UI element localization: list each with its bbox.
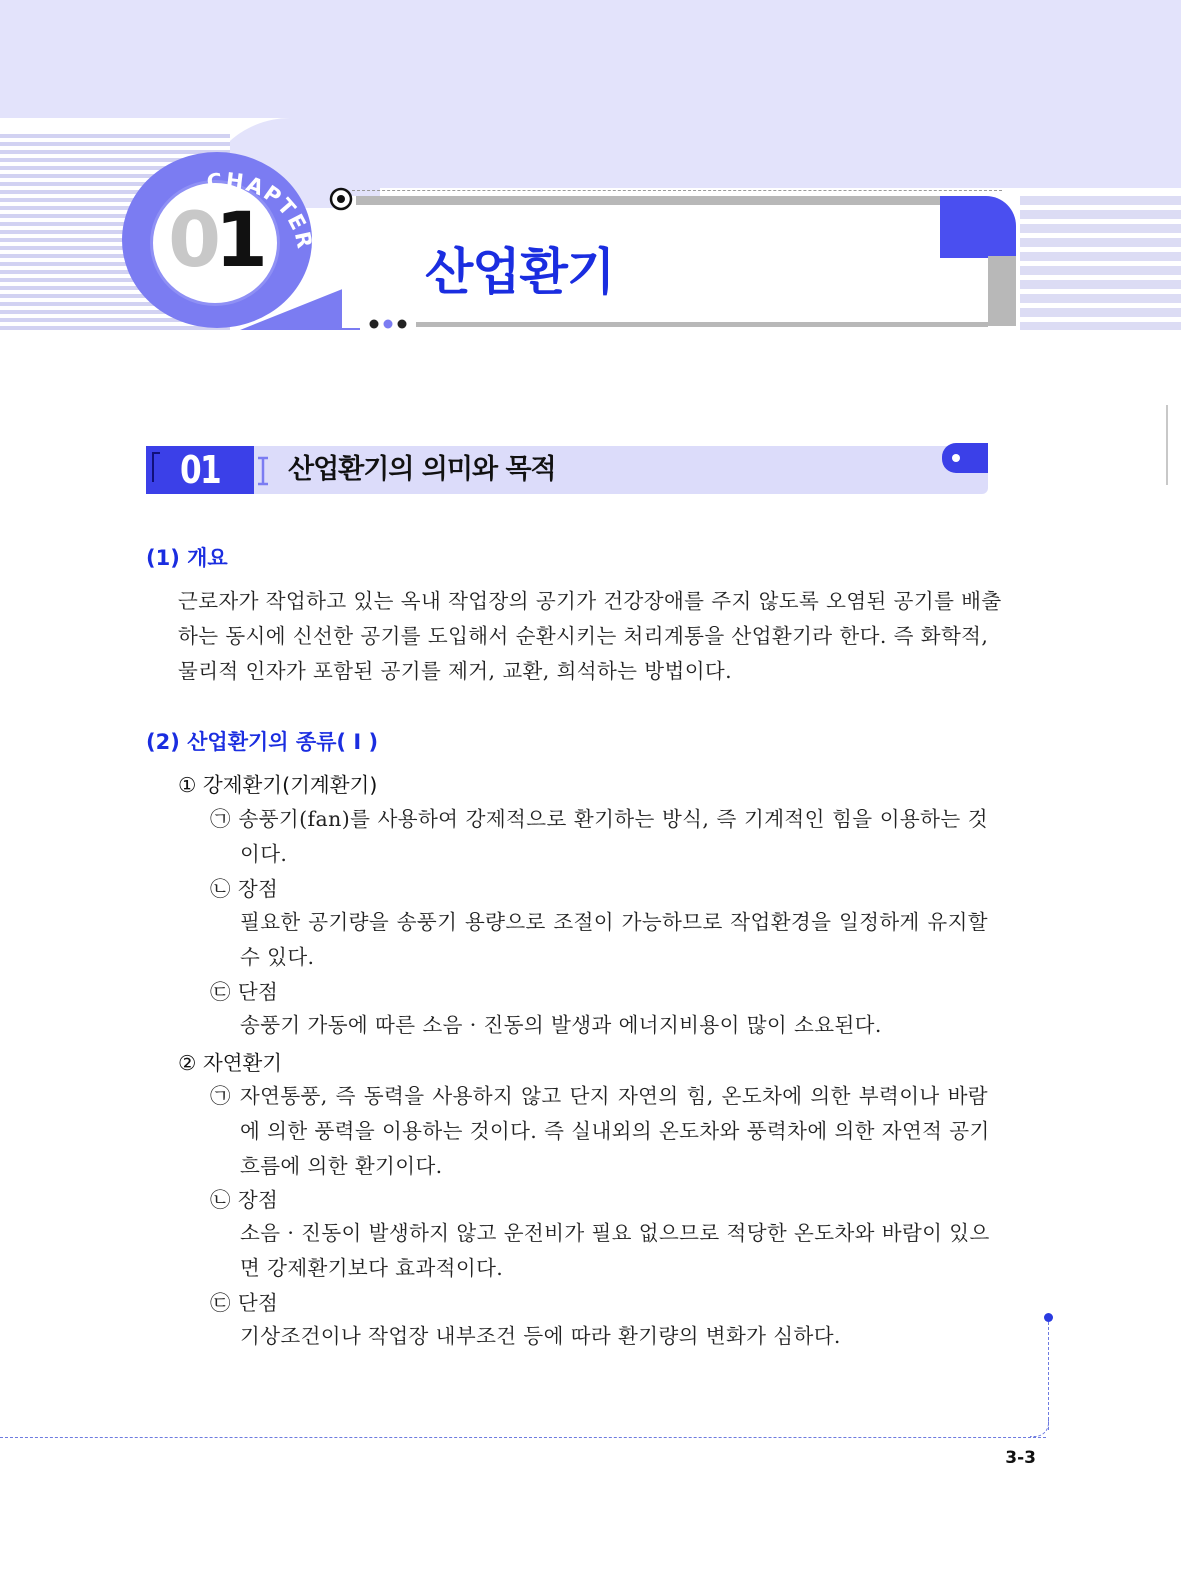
bracket-icon [256, 456, 270, 486]
forced-disadvantage-label: ㉢ 단점 [210, 980, 279, 1004]
svg-text:CHAPTER [205, 168, 317, 252]
title-top-dashed-line [352, 190, 1002, 191]
footer-corner [1030, 1418, 1049, 1437]
chapter-label: CHAPTER [205, 168, 318, 253]
title-bottom-bar [416, 322, 988, 327]
natural-advantage-line-1: 소음 · 진동이 발생하지 않고 운전비가 필요 없으므로 적당한 온도차와 바람이 있으 [240, 1221, 990, 1245]
title-top-bar [356, 196, 950, 205]
right-edge-mark [1166, 405, 1181, 485]
overview-line-2: 하는 동시에 신선한 공기를 도입해서 순환시키는 처리계통을 산업환기라 한다. 즉 화학적, [178, 624, 989, 648]
chapter-number-main: 1 [215, 195, 262, 284]
forced-disadvantage [240, 1008, 988, 1044]
dots-icon [368, 318, 412, 330]
forced-definition [210, 802, 988, 874]
footer-vertical-line [1048, 1322, 1049, 1430]
chapter-title: 산업환기 [425, 243, 615, 301]
title-corner-accent [940, 196, 1016, 258]
header-band-right [330, 118, 1181, 188]
natural-definition [210, 1079, 988, 1187]
natural-advantage-label: ㉡ 장점 [210, 1188, 279, 1212]
natural-disadvantage-label: ㉢ 단점 [210, 1291, 279, 1315]
forced-definition-line-1: ㉠ 송풍기(fan)를 사용하여 강제적으로 환기하는 방식, 즉 기계적인 힘을 이용하는 것 [210, 807, 988, 831]
natural-advantage [240, 1216, 988, 1288]
footer-line [0, 1437, 1046, 1438]
natural-disadvantage [240, 1319, 988, 1355]
natural-disadvantage-line-1: 기상조건이나 작업장 내부조건 등에 따라 환기량의 변화가 심하다. [240, 1324, 841, 1348]
forced-disadvantage-line-1: 송풍기 가동에 따른 소음 · 진동의 발생과 에너지비용이 많이 소요된다. [240, 1013, 882, 1037]
chapter-number-prefix: 0 [168, 195, 215, 284]
overview-heading: (1) 개요 [146, 546, 228, 570]
types-heading: (2) 산업환기의 종류( Ⅰ ) [146, 730, 379, 754]
natural-definition-line-1: ㉠ 자연통풍, 즉 동력을 사용하지 않고 단지 자연의 힘, 온도차에 의한 부력이나 바람 [210, 1084, 988, 1108]
forced-advantage [240, 905, 988, 977]
section-header-bg [146, 446, 988, 494]
footer-dot [1044, 1313, 1053, 1322]
forced-ventilation-title: ① 강제환기(기계환기) [178, 773, 378, 797]
section-number: 01 [179, 448, 221, 492]
section-tag [942, 443, 988, 473]
page-number: 3-3 [1005, 1448, 1036, 1468]
section-header [146, 446, 988, 494]
forced-advantage-line-1: 필요한 공기량을 송풍기 용량으로 조절이 가능하므로 작업환경을 일정하게 유지할 [240, 910, 988, 934]
natural-ventilation-title: ② 자연환기 [178, 1051, 283, 1075]
overview-line-3: 물리적 인자가 포함된 공기를 제거, 교환, 희석하는 방법이다. [178, 659, 733, 683]
header-band [0, 0, 1181, 118]
forced-definition-line-2: 이다. [240, 842, 288, 866]
section-tag-dot [952, 454, 960, 462]
forced-advantage-line-2: 수 있다. [240, 945, 315, 969]
overview-line-1: 근로자가 작업하고 있는 옥내 작업장의 공기가 건강장애를 주지 않도록 오염된 공기를 배출 [178, 589, 1002, 613]
natural-advantage-line-2: 면 강제환기보다 효과적이다. [240, 1256, 504, 1280]
chapter-label-arc [120, 150, 320, 330]
header-stripes-right [1020, 196, 1181, 330]
title-side-bar [988, 256, 1016, 326]
forced-advantage-label: ㉡ 장점 [210, 877, 279, 901]
overview-paragraph [178, 584, 1002, 694]
natural-definition-line-2: 에 의한 풍력을 이용하는 것이다. 즉 실내외의 온도차와 풍력차에 의한 자연적 공기 [240, 1119, 990, 1143]
natural-definition-line-3: 흐름에 의한 환기이다. [240, 1154, 443, 1178]
target-icon [329, 187, 353, 211]
section-title: 산업환기의 의미와 목적 [288, 454, 556, 485]
